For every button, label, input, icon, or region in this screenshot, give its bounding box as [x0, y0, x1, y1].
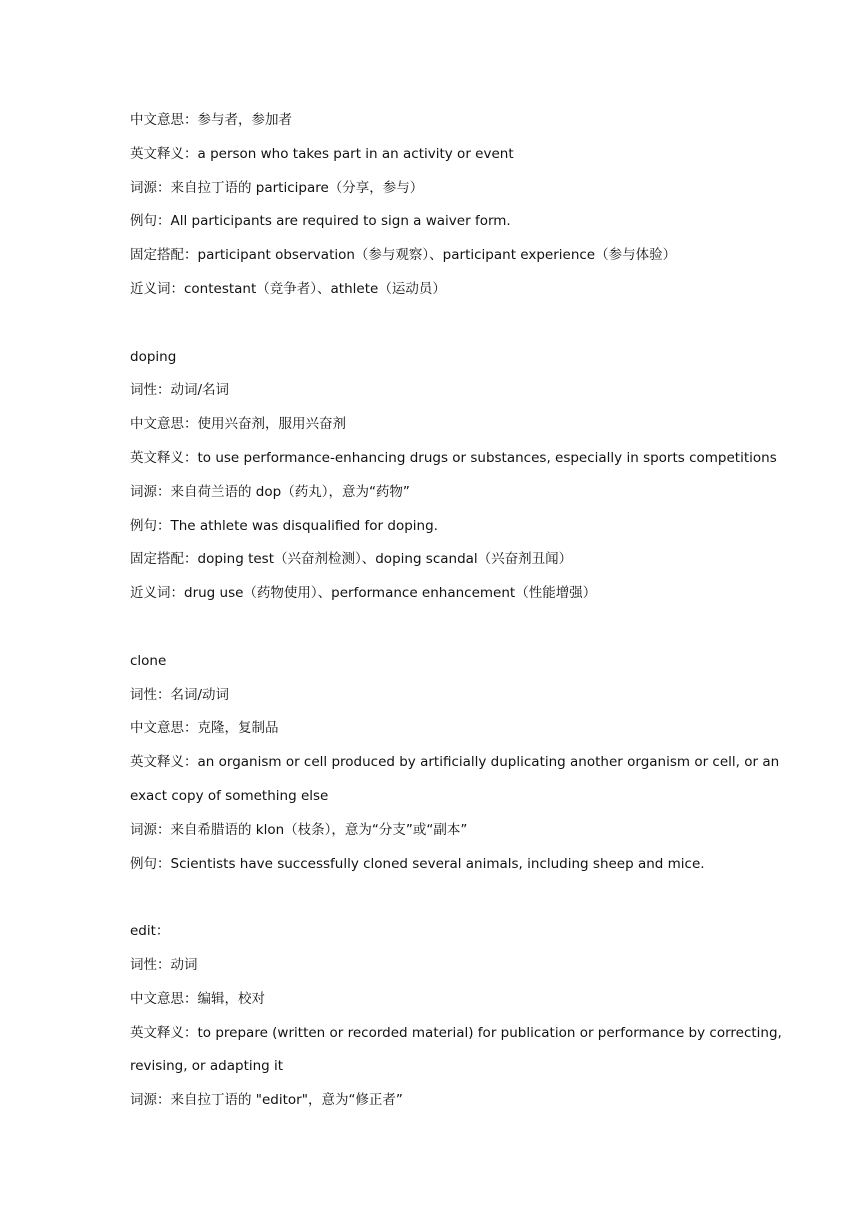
- text-line: 词性：动词/名词: [130, 382, 230, 399]
- word-heading-edit: edit：: [130, 923, 170, 940]
- text-line: 词源：来自拉丁语的 participare（分享，参与）: [130, 179, 424, 196]
- text-line: 英文释义：to prepare (written or recorded material) for publication or performance by correcting,: [130, 1024, 782, 1041]
- text-line: 词性：动词: [130, 956, 198, 973]
- blank-line: [130, 307, 770, 341]
- word-heading-clone: clone: [130, 652, 167, 669]
- text-line: 词源：来自希腊语的 klon（枝条），意为“分支”或“副本”: [130, 821, 468, 838]
- text-line: 固定搭配：participant observation（参与观察）、participant experience（参与体验）: [130, 247, 677, 264]
- text-line: 中文意思：克隆，复制品: [130, 720, 279, 737]
- text-line: 中文意思：编辑，校对: [130, 990, 265, 1007]
- text-line: 词源：来自荷兰语的 dop（药丸），意为“药物”: [130, 483, 410, 500]
- text-line: 中文意思：使用兴奋剂，服用兴奋剂: [130, 416, 346, 433]
- blank-line: [130, 611, 770, 645]
- text-line: 词源：来自拉丁语的 "editor"，意为“修正者”: [130, 1092, 403, 1109]
- text-line: exact copy of something else: [130, 787, 329, 804]
- text-line: 中文意思：参与者，参加者: [130, 112, 292, 128]
- text-line: 例句：The athlete was disqualified for doping.: [130, 517, 438, 534]
- text-line: 英文释义：a person who takes part in an activity or event: [130, 145, 514, 162]
- text-line: 固定搭配：doping test（兴奋剂检测）、doping scandal（兴奋剂丑闻）: [130, 551, 573, 568]
- text-line: 词性：名词/动词: [130, 686, 230, 703]
- text-line: 近义词：contestant（竞争者）、athlete（运动员）: [130, 280, 446, 297]
- text-line: revising, or adapting it: [130, 1058, 284, 1075]
- word-heading-doping: doping: [130, 348, 177, 365]
- text-line: 近义词：drug use（药物使用）、performance enhancement（性能增强）: [130, 585, 597, 602]
- text-line: 英文释义：an organism or cell produced by artificially duplicating another organism or cell, or an: [130, 754, 780, 771]
- text-line: 英文释义：to use performance-enhancing drugs or substances, especially in sports competitions: [130, 449, 777, 466]
- text-line: 例句：All participants are required to sign a waiver form.: [130, 213, 511, 230]
- document-body: [130, 104, 782, 1118]
- blank-line: [130, 881, 770, 915]
- text-line: 例句：Scientists have successfully cloned several animals, including sheep and mice.: [130, 855, 705, 872]
